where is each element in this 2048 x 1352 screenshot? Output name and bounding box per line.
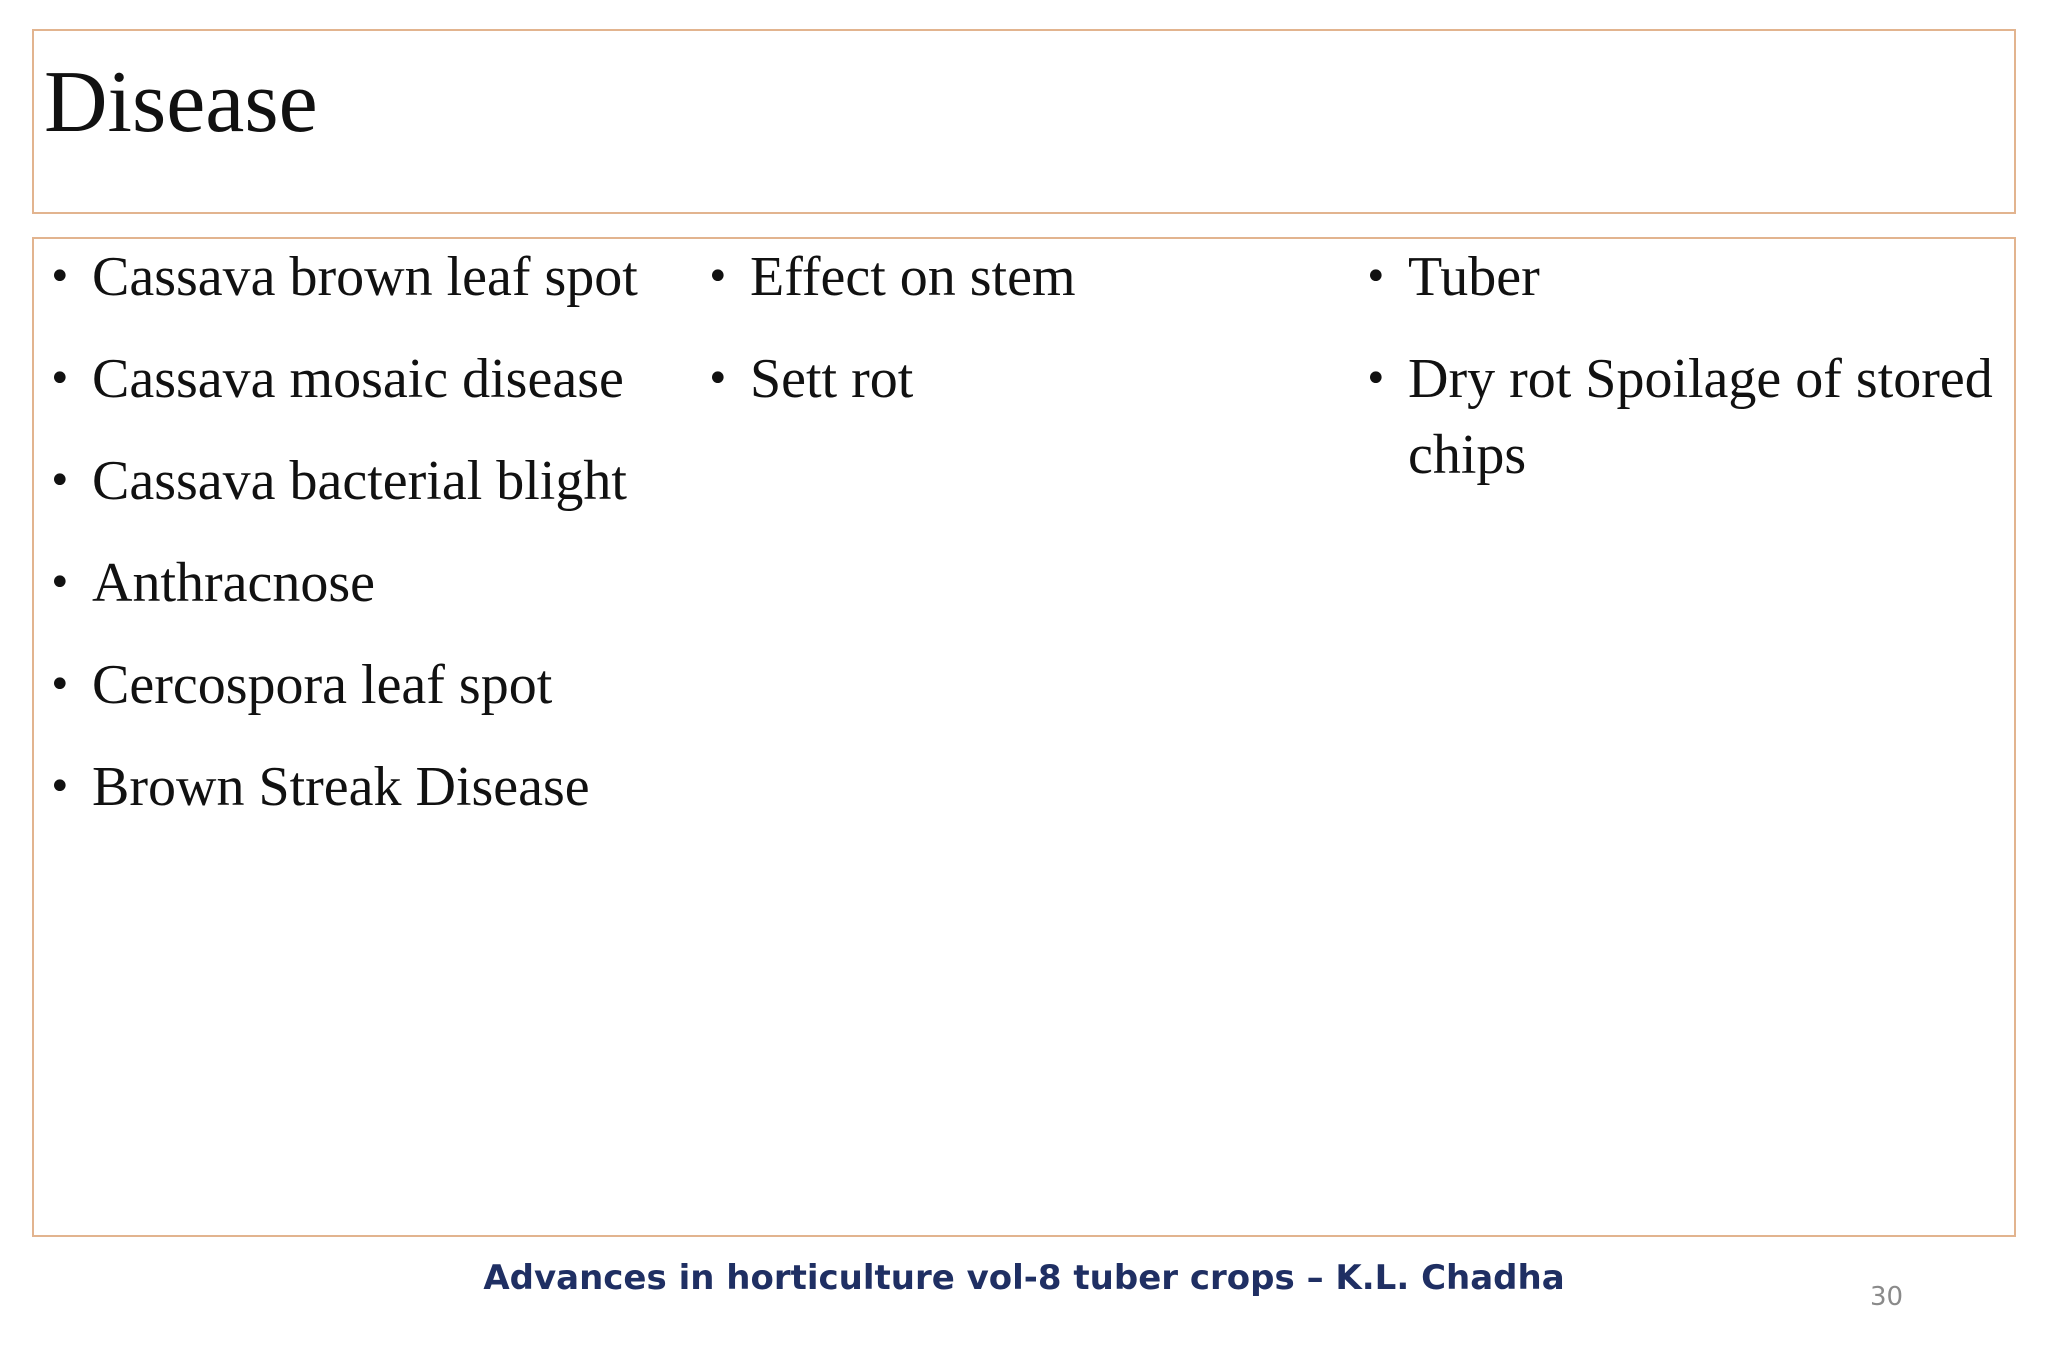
content-box: [32, 237, 2016, 1237]
bullet-icon: •: [706, 356, 730, 402]
list-item: • Tuber: [1360, 239, 2010, 315]
list-item: • Cassava brown leaf spot: [44, 239, 684, 315]
list-item: • Cassava mosaic disease: [44, 341, 684, 417]
list-item: • Cercospora leaf spot: [44, 647, 684, 723]
slide-title: Disease: [44, 54, 318, 151]
list-item: • Brown Streak Disease: [44, 749, 684, 825]
list-item: • Dry rot Spoilage of stored chips: [1360, 341, 2010, 493]
bullet-icon: •: [48, 764, 72, 810]
disease-column-3: [1360, 239, 2010, 503]
footer-citation: Advances in horticulture vol-8 tuber crops – K.L. Chadha: [483, 1258, 1565, 1298]
list-item: • Effect on stem: [702, 239, 1342, 315]
bullet-icon: •: [48, 458, 72, 504]
list-item: • Sett rot: [702, 341, 1342, 417]
disease-column-1: [44, 239, 684, 835]
title-box: [32, 29, 2016, 214]
bullet-icon: •: [48, 560, 72, 606]
bullet-icon: •: [1364, 356, 1388, 402]
bullet-icon: •: [48, 662, 72, 708]
list-item: • Cassava bacterial blight: [44, 443, 684, 519]
bullet-icon: •: [48, 254, 72, 300]
bullet-icon: •: [1364, 254, 1388, 300]
list-item: • Anthracnose: [44, 545, 684, 621]
page-number: 30: [1870, 1282, 1904, 1312]
bullet-icon: •: [706, 254, 730, 300]
disease-column-2: [702, 239, 1342, 427]
bullet-icon: •: [48, 356, 72, 402]
